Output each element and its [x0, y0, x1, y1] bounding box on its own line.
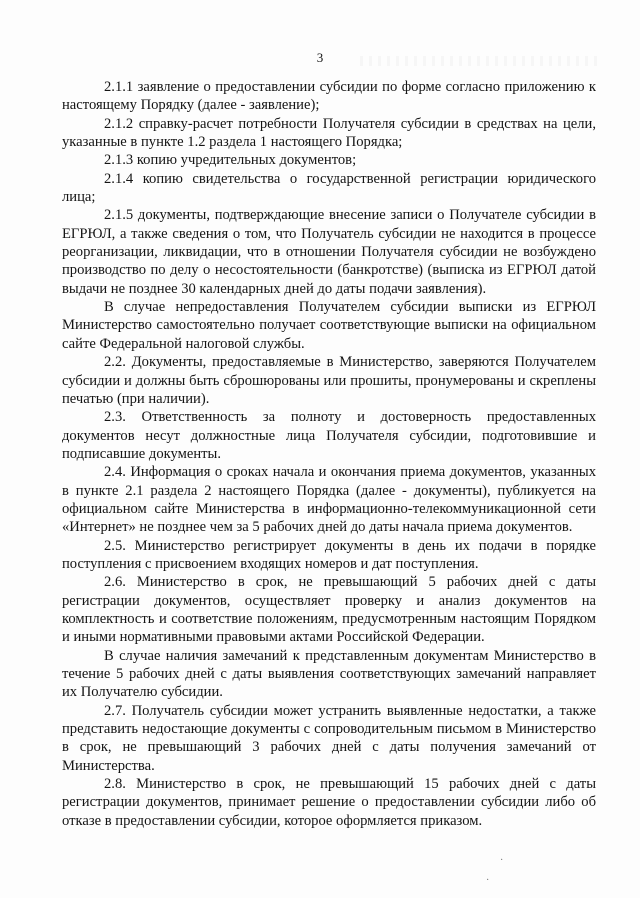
paragraph-2-1-5: 2.1.5 документы, подтверждающие внесение записи о Получателе субсидии в ЕГРЮЛ, а также сведения о том, что Получатель субсидии не находится в процессе реорганизации, ликвидации, что в отношении Получателя субсидии не возбуждено производство по делу о несостоятельности (банкротстве) (выписка из ЕГРЮЛ датой выдачи не позднее 30 календарных дней до даты подачи заявления).	[62, 207, 596, 297]
paragraph-2-1-4: 2.1.4 копию свидетельства о государственной регистрации юридического лица;	[62, 170, 596, 206]
paragraph-2-3: 2.3. Ответственность за полноту и достоверность предоставленных документов несут должностные лица Получателя субсидии, подготовившие и подписавшие документы.	[62, 409, 596, 462]
document-body	[62, 78, 596, 830]
paragraph-2-2: 2.2. Документы, предоставляемые в Министерство, заверяются Получателем субсидии и должны быть сброшюрованы или прошиты, пронумерованы и скреплены печатью (при наличии).	[62, 354, 596, 407]
paragraph-egrul-note: В случае непредоставления Получателем субсидии выписки из ЕГРЮЛ Министерство самостоятельно получает соответствующие выписки на официальном сайте Федеральной налоговой службы.	[62, 299, 596, 352]
paragraph-2-1-1: 2.1.1 заявление о предоставлении субсидии по форме согласно приложению к настоящему Порядку (далее - заявление);	[62, 79, 596, 114]
paragraph-2-1-3: 2.1.3 копию учредительных документов;	[104, 152, 357, 169]
page-number: 3	[316, 50, 324, 65]
paragraph-2-7: 2.7. Получатель субсидии может устранить выявленные недостатки, а также представить недостающие документы с сопроводительным письмом в Министерство в срок, не превышающий 3 рабочих дней с даты получения замечаний от Министерства.	[62, 702, 596, 774]
scan-speck: ·	[500, 855, 504, 866]
paragraph-2-8: 2.8. Министерство в срок, не превышающий 15 рабочих дней с даты регистрации документов, принимает решение о предоставлении субсидии либо об отказе в предоставлении субсидии, которое оформляется приказом.	[62, 776, 596, 829]
paragraph-remarks: В случае наличия замечаний к представленным документам Министерство в течение 5 рабочих дней с даты выявления соответствующих замечаний направляет их Получателю субсидии.	[62, 647, 596, 701]
paragraph-2-5: 2.5. Министерство регистрирует документы в день их подачи в порядке поступления с присвоением входящих номеров и дат поступления.	[62, 537, 596, 572]
paragraph-2-1-2: 2.1.2 справку-расчет потребности Получателя субсидии в средствах на цели, указанные в пункте 1.2 раздела 1 настоящего Порядка;	[62, 115, 596, 151]
paragraph-2-4: 2.4. Информация о сроках начала и окончания приема документов, указанных в пункте 2.1 раздела 2 настоящего Порядка (далее - документы), публикуется на официальном сайте Министерства в информационно-телекоммуникационной сети «Интернет» не позднее чем за 5 рабочих дней до даты начала приема документов.	[62, 464, 596, 536]
scan-speck: ·	[486, 875, 490, 886]
paragraph-2-6: 2.6. Министерство в срок, не превышающий 5 рабочих дней с даты регистрации документов, осуществляет проверку и анализ документов на комплектность и соответствие положениям, предусмотренным настоящим Порядком и иными нормативными правовыми актами Российской Федерации.	[62, 574, 596, 646]
